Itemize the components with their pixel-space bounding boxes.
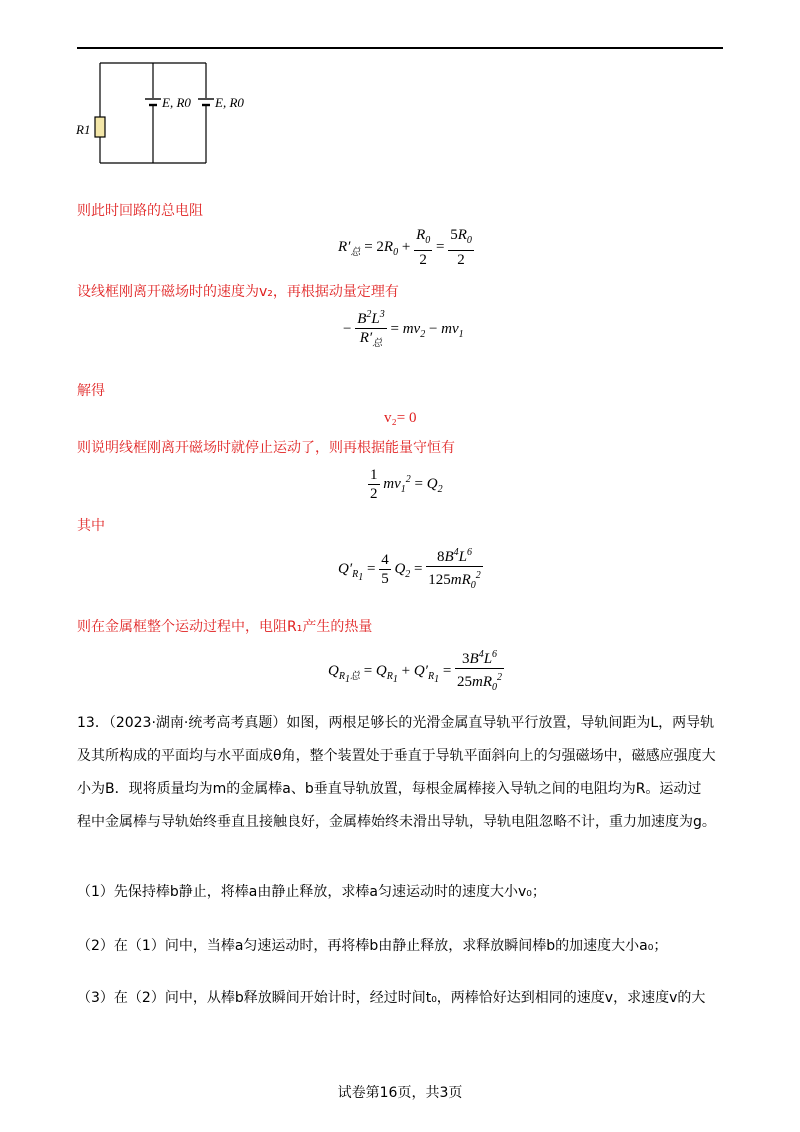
eq-energy: $\frac{1}{2}$ $mv_1^2 = Q_2$ xyxy=(370,467,443,502)
question-2: （2）在（1）问中，当棒a匀速运动时，再将棒b由静止释放，求释放瞬间棒b的加速度大小a₀； xyxy=(77,938,668,954)
problem-line-1-text: 如图，两根足够长的光滑金属直导轨平行放置，导轨间距为L，两导轨 xyxy=(286,715,715,731)
question-3: （3）在（2）问中，从棒b释放瞬间开始计时，经过时间t₀，两棒恰好达到相同的速度v，求速度v的大 xyxy=(77,990,706,1006)
text-set-speed: 设线框刚离开磁场时的速度为v₂，再根据动量定理有 xyxy=(77,284,399,300)
problem-number: 13． xyxy=(77,715,109,731)
r1-label: R1 xyxy=(76,122,91,137)
text-among: 其中 xyxy=(77,518,105,534)
circuit-diagram xyxy=(70,55,260,170)
problem-13-line-4: 程中金属棒与导轨始终垂直且接触良好，金属棒始终未滑出导轨，导轨电阻忽略不计，重力加速度为g。 xyxy=(77,814,716,830)
text-conclusion: 则说明线框刚离开磁场时就停止运动了，则再根据能量守恒有 xyxy=(77,440,455,456)
cell-2-label: E, R0 xyxy=(215,95,244,110)
text-whole-process: 则在金属框整个运动过程中，电阻R₁产生的热量 xyxy=(77,619,373,635)
eq-momentum: − $\frac{B^2L^3}{R'_总}$ = $mv_2 - mv_1$ xyxy=(343,306,464,353)
question-1: （1）先保持棒b静止，将棒a由静止释放，求棒a匀速运动时的速度大小v₀； xyxy=(77,884,546,900)
eq-heat-r1: $Q'_{R_1}$ = $\frac{4}{5}$ $Q_2$ = $\frac{8B^4L^6}{125mR_0^2}$ xyxy=(338,544,483,595)
eq-total-resistance: $R'_总 = 2R_0$ + $\frac{R_0}{2}$ = $\frac{5R_0}{2}$ xyxy=(338,227,472,268)
text-solve: 解得 xyxy=(77,383,105,399)
problem-13-line-1 xyxy=(77,713,727,733)
problem-13-line-3: 小为B．现将质量均为m的金属棒a、b垂直导轨放置，每根金属棒接入导轨之间的电阻均为R。运动过 xyxy=(77,781,702,797)
resistor-r1 xyxy=(95,117,105,137)
problem-source: （2023·湖南·统考高考真题） xyxy=(108,715,287,731)
header-rule xyxy=(77,47,723,49)
text-total-resistance: 则此时回路的总电阻 xyxy=(77,203,203,219)
eq-total-heat: $Q_{R_1总} = Q_{R_1} + Q'_{R_1}$ = $\frac{3B^4L^6}{25mR_0^2}$ xyxy=(328,646,504,697)
problem-13-line-2: 及其所构成的平面均与水平面成θ角，整个装置处于垂直于导轨平面斜向上的匀强磁场中，磁感应强度大 xyxy=(77,748,716,764)
cell-1-label: E, R0 xyxy=(162,95,191,110)
page-footer: 试卷第16页，共3页 xyxy=(337,1085,463,1101)
v2-result: v₂= 0 xyxy=(384,410,417,426)
